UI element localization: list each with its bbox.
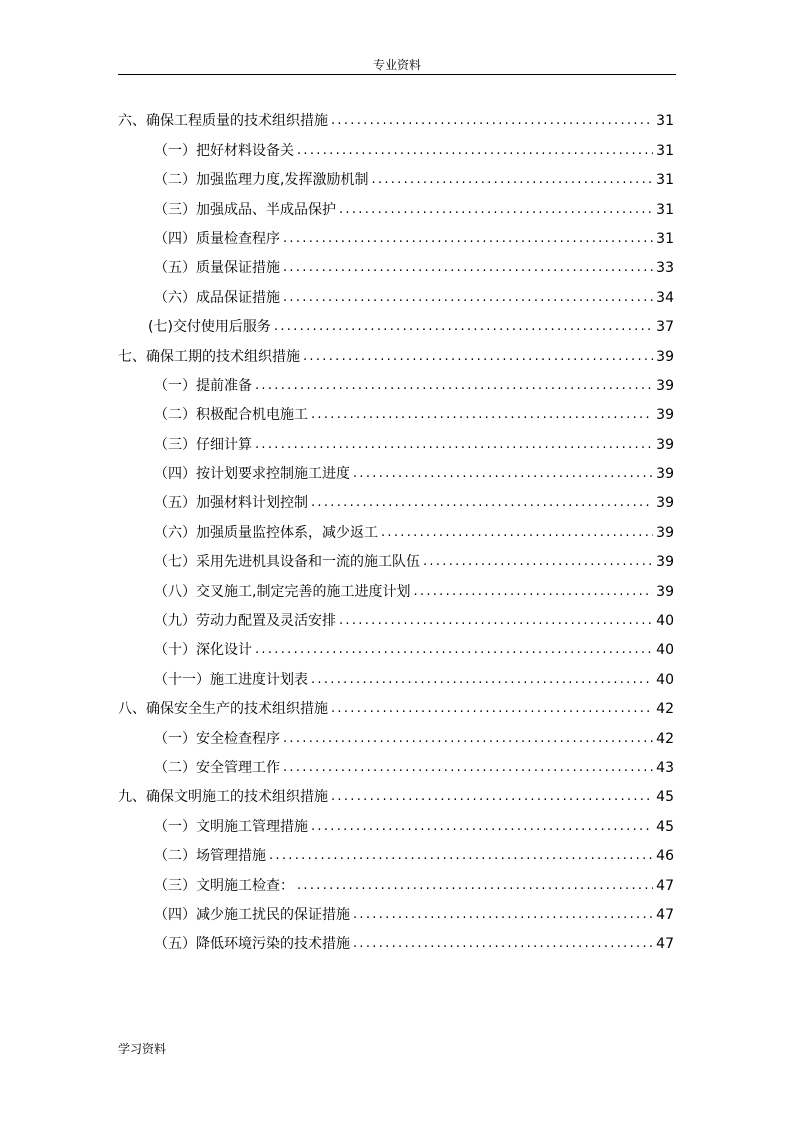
toc-entry-page-number: 31 [656, 142, 674, 159]
toc-dot-leader [371, 170, 653, 190]
toc-entry[interactable] [118, 896, 674, 925]
toc-dot-leader [311, 405, 653, 425]
toc-dot-leader [353, 905, 653, 925]
toc-entry-page-number: 39 [656, 348, 674, 365]
toc-entry-page-number: 40 [656, 642, 674, 659]
toc-entry[interactable] [118, 308, 674, 337]
toc-entry[interactable] [118, 249, 674, 278]
toc-entry-title: 七、确保工期的技术组织措施 [118, 348, 300, 365]
toc-dot-leader [283, 258, 653, 278]
toc-entry-title: （七）采用先进机具设备和一流的施工队伍 [154, 554, 420, 571]
toc-entry-title: （九）劳动力配置及灵活安排 [154, 613, 336, 630]
toc-entry[interactable] [118, 396, 674, 425]
toc-entry-title: （二）积极配合机电施工 [154, 407, 308, 424]
toc-entry-title: 六、确保工程质量的技术组织措施 [118, 113, 328, 130]
toc-entry-page-number: 39 [656, 495, 674, 512]
toc-entry-title: （十一）施工进度计划表 [154, 671, 308, 688]
toc-dot-leader [311, 670, 653, 690]
toc-entry-title: （四）减少施工扰民的保证措施 [154, 906, 350, 923]
toc-entry[interactable] [118, 631, 674, 660]
toc-entry[interactable] [118, 660, 674, 689]
toc-entry[interactable] [118, 572, 674, 601]
toc-dot-leader [339, 611, 653, 631]
toc-entry[interactable] [118, 425, 674, 454]
toc-entry-title: （五）质量保证措施 [154, 260, 280, 277]
toc-entry-page-number: 39 [656, 466, 674, 483]
toc-entry[interactable] [118, 337, 674, 366]
toc-entry-title: （二）安全管理工作 [154, 759, 280, 776]
toc-entry-page-number: 31 [656, 201, 674, 218]
toc-entry-title: （十）深化设计 [154, 642, 252, 659]
toc-entry-title: 九、确保文明施工的技术组织措施 [118, 789, 328, 806]
toc-entry-title: （一）提前准备 [154, 377, 252, 394]
toc-entry-page-number: 47 [656, 906, 674, 923]
toc-entry[interactable] [118, 131, 674, 160]
toc-entry-page-number: 31 [656, 172, 674, 189]
toc-dot-leader [339, 200, 653, 220]
toc-entry[interactable] [118, 866, 674, 895]
toc-entry-title: （四）质量检查程序 [154, 230, 280, 247]
toc-entry[interactable] [118, 778, 674, 807]
toc-entry-page-number: 31 [656, 113, 674, 130]
toc-dot-leader [297, 141, 653, 161]
toc-dot-leader [423, 552, 653, 572]
toc-entry[interactable] [118, 484, 674, 513]
toc-entry-page-number: 40 [656, 671, 674, 688]
toc-entry-page-number: 46 [656, 848, 674, 865]
toc-entry[interactable] [118, 602, 674, 631]
toc-entry-title: （一）文明施工管理措施 [154, 818, 308, 835]
toc-entry-page-number: 45 [656, 789, 674, 806]
toc-dot-leader [274, 317, 653, 337]
toc-dot-leader [331, 111, 653, 131]
toc-dot-leader [255, 376, 653, 396]
toc-entry[interactable] [118, 543, 674, 572]
toc-entry-title: （三）仔细计算 [154, 436, 252, 453]
toc-entry-page-number: 47 [656, 877, 674, 894]
toc-entry-page-number: 42 [656, 701, 674, 718]
toc-entry-page-number: 33 [656, 260, 674, 277]
toc-entry-page-number: 40 [656, 613, 674, 630]
toc-entry-title: (七)交付使用后服务 [148, 319, 271, 336]
toc-entry[interactable] [118, 190, 674, 219]
page-footer: 学习资料 [118, 1042, 167, 1056]
toc-entry-title: （三）加强成品、半成品保护 [154, 201, 336, 218]
toc-entry-page-number: 47 [656, 936, 674, 953]
toc-dot-leader [311, 817, 653, 837]
toc-dot-leader [331, 699, 653, 719]
toc-entry-title: （二）加强监理力度,发挥激励机制 [154, 172, 369, 189]
toc-dot-leader [297, 876, 653, 896]
toc-entry-page-number: 39 [656, 377, 674, 394]
toc-dot-leader [353, 464, 653, 484]
toc-entry-title: 八、确保安全生产的技术组织措施 [118, 701, 328, 718]
toc-entry[interactable] [118, 719, 674, 748]
toc-dot-leader [269, 846, 653, 866]
toc-dot-leader [381, 523, 653, 543]
toc-dot-leader [331, 787, 653, 807]
header-rule [118, 74, 676, 75]
toc-entry-title: （五）降低环境污染的技术措施 [154, 936, 350, 953]
toc-entry[interactable] [118, 102, 674, 131]
toc-entry[interactable] [118, 837, 674, 866]
toc-entry[interactable] [118, 220, 674, 249]
toc-dot-leader [311, 493, 653, 513]
toc-entry-title: （八）交叉施工,制定完善的施工进度计划 [154, 583, 411, 600]
toc-entry-page-number: 43 [656, 759, 674, 776]
toc-entry-page-number: 34 [656, 289, 674, 306]
table-of-contents [118, 102, 674, 954]
toc-entry-title: （三）文明施工检查： [154, 877, 294, 894]
toc-entry-page-number: 39 [656, 583, 674, 600]
toc-entry-page-number: 42 [656, 730, 674, 747]
toc-entry[interactable] [118, 925, 674, 954]
toc-entry-title: （一）安全检查程序 [154, 730, 280, 747]
toc-entry[interactable] [118, 690, 674, 719]
toc-entry[interactable] [118, 367, 674, 396]
toc-dot-leader [255, 435, 653, 455]
toc-entry-page-number: 39 [656, 524, 674, 541]
toc-dot-leader [413, 582, 653, 602]
toc-dot-leader [283, 229, 653, 249]
toc-entry-page-number: 37 [656, 319, 674, 336]
toc-entry-page-number: 31 [656, 230, 674, 247]
toc-entry[interactable] [118, 749, 674, 778]
toc-entry-title: （六）加强质量监控体系，减少返工 [154, 524, 378, 541]
toc-entry[interactable] [118, 513, 674, 542]
toc-dot-leader [255, 640, 653, 660]
toc-entry[interactable] [118, 807, 674, 836]
toc-dot-leader [303, 347, 653, 367]
toc-entry-title: （六）成品保证措施 [154, 289, 280, 306]
toc-entry[interactable] [118, 455, 674, 484]
toc-dot-leader [353, 934, 653, 954]
toc-entry-page-number: 39 [656, 407, 674, 424]
toc-dot-leader [283, 288, 653, 308]
toc-entry-title: （二）场管理措施 [154, 848, 266, 865]
toc-entry[interactable] [118, 278, 674, 307]
toc-entry-page-number: 39 [656, 554, 674, 571]
toc-entry-title: （五）加强材料计划控制 [154, 495, 308, 512]
toc-entry-title: （一）把好材料设备关 [154, 142, 294, 159]
toc-entry-page-number: 39 [656, 436, 674, 453]
toc-entry[interactable] [118, 161, 674, 190]
toc-entry-page-number: 45 [656, 818, 674, 835]
toc-entry-title: （四）按计划要求控制施工进度 [154, 466, 350, 483]
page-header: 专业资料 [372, 58, 421, 72]
toc-dot-leader [283, 729, 653, 749]
toc-dot-leader [283, 758, 653, 778]
